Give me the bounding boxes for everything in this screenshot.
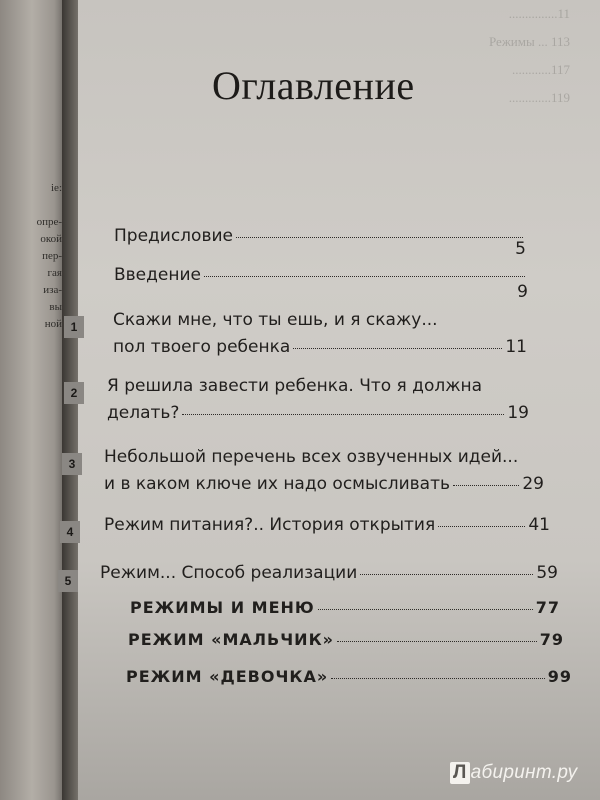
toc-entry-title: Я решила завести ребенка. Что я должна [107, 376, 483, 396]
toc-entry-title: Небольшой перечень всех озвученных идей... [104, 447, 519, 467]
toc-entry-preface [114, 226, 526, 266]
toc-entry-introduction [114, 265, 528, 309]
labirint-logo-icon: Л [450, 762, 470, 784]
toc-subentry-title: РЕЖИМЫ И МЕНЮ [130, 598, 315, 617]
dot-leader [438, 526, 525, 527]
page-title: Оглавление [212, 63, 415, 108]
chapter-badge-1: 1 [64, 316, 84, 338]
toc-subentry-title: РЕЖИМ «МАЛЬЧИК» [128, 630, 334, 649]
chapter-badge-2: 2 [64, 382, 84, 404]
toc-entry-chapter-5 [100, 563, 558, 590]
chapter-badge-5: 5 [58, 570, 78, 592]
page-number: 11 [505, 337, 527, 357]
labirint-watermark [450, 762, 577, 784]
chapter-badge-3: 3 [62, 453, 82, 475]
dot-leader [360, 574, 533, 575]
dot-leader [318, 609, 533, 610]
dot-leader [236, 237, 523, 238]
page-number: 19 [507, 403, 529, 423]
chapter-badge-4: 4 [60, 521, 80, 543]
watermark-text: абиринт.ру [470, 762, 578, 783]
page-number: 99 [547, 667, 572, 686]
page-number: 77 [535, 598, 560, 617]
dot-leader [337, 641, 537, 642]
toc-entry-title: Режим... Способ реализации [100, 563, 358, 583]
toc-entry-title-cont: делать? [107, 403, 180, 423]
toc-subentry-regimes-menu [130, 598, 560, 625]
left-page [0, 0, 64, 800]
dot-leader [204, 276, 525, 277]
page-number: 5 [515, 239, 526, 259]
toc-entry-title: Введение [114, 265, 201, 285]
toc-entry-chapter-4 [104, 515, 550, 542]
page-number: 79 [539, 630, 564, 649]
page-number: 59 [536, 563, 558, 583]
toc-entry-chapter-3 [104, 447, 544, 501]
page-number: 29 [522, 474, 544, 494]
toc-subentry-regime-girl [126, 667, 572, 694]
toc-entry-title: Предисловие [114, 226, 233, 246]
page-number: 41 [528, 515, 550, 535]
dot-leader [293, 348, 502, 349]
dot-leader [453, 485, 519, 486]
toc-entry-title-cont: пол твоего ребенка [113, 337, 291, 357]
toc-entry-title: Режим питания?.. История открытия [104, 515, 436, 535]
toc-entry-chapter-2 [107, 376, 529, 430]
dot-leader [182, 414, 504, 415]
page-number: 9 [517, 282, 528, 302]
toc-entry-chapter-1 [113, 310, 527, 364]
left-page-edge-text: ie: опре- окой пер- гая иза- вы ной [36, 182, 62, 330]
dot-leader [331, 678, 545, 679]
toc-entry-title: Скажи мне, что ты ешь, и я скажу... [113, 310, 438, 330]
toc-subentry-title: РЕЖИМ «ДЕВОЧКА» [126, 667, 329, 686]
bleed-through-text: ...............11 Режимы ... 113 ............117 .............119 [489, 6, 570, 105]
toc-subentry-regime-boy [128, 630, 564, 657]
toc-entry-title-cont: и в каком ключе их надо осмысливать [104, 474, 451, 494]
